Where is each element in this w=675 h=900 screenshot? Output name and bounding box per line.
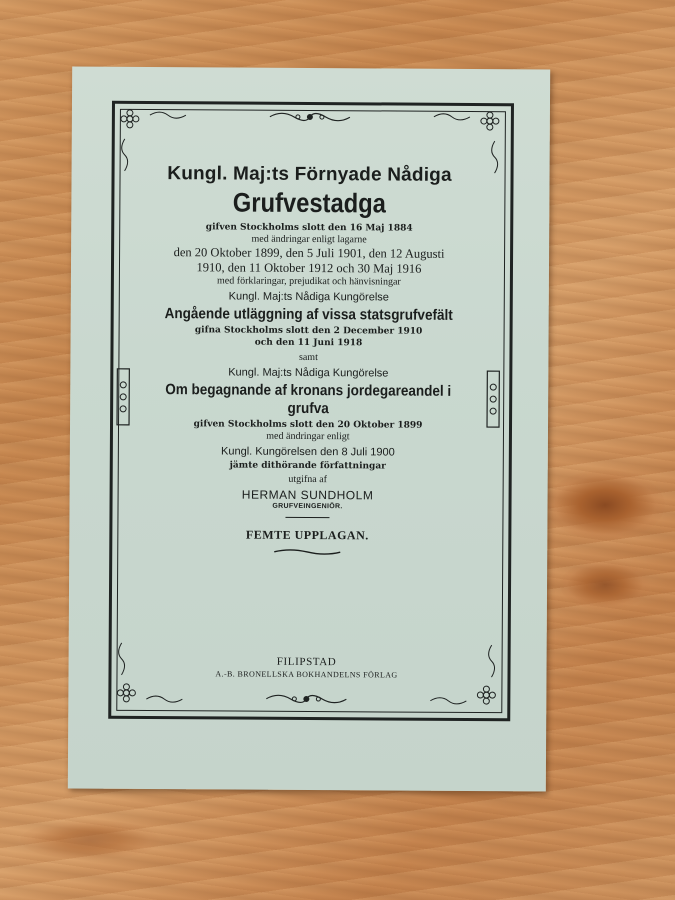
flower-corner-ornament-bottom-left — [112, 679, 140, 707]
vine-side-ornament — [144, 693, 184, 705]
given-line: gifven Stockholms slott den 16 Maj 1884 — [205, 222, 413, 234]
flower-corner-ornament-top-left — [116, 105, 144, 133]
heading-2: Om begagnande af kronans jordegareandel i grufva — [165, 381, 452, 418]
amend-dates-2: 1910, den 11 Oktober 1912 och 30 Maj 1916 — [196, 260, 422, 276]
given-3: gifven Stockholms slott den 20 Oktober 1899 — [193, 419, 423, 431]
wood-knot — [545, 470, 665, 540]
samt-line: samt — [298, 351, 318, 364]
divider-rule — [285, 517, 329, 518]
amend-dates-1: den 20 Oktober 1899, den 5 Juli 1901, den 12 Augusti — [173, 245, 445, 261]
imprint-block — [124, 655, 488, 681]
kungorelse-2: Kungl. Maj:ts Nådiga Kungörelse — [228, 366, 389, 380]
vine-side-ornament — [432, 111, 472, 123]
wood-knot — [20, 820, 160, 860]
vine-side-ornament — [428, 695, 468, 707]
author-name: HERMAN SUNDHOLM — [241, 487, 374, 503]
imprint-publisher: A.-B. BRONELLSKA BOKHANDELNS FÖRLAG — [215, 669, 398, 680]
title-block — [125, 163, 491, 557]
heading-1: Angående utläggning af vissa statsgrufvefält — [164, 305, 453, 324]
imprint-place: FILIPSTAD — [276, 655, 337, 669]
flower-corner-ornament-bottom-right — [472, 681, 500, 709]
swash-rule — [272, 548, 342, 556]
wood-knot — [560, 560, 650, 610]
vine-side-ornament — [148, 109, 188, 121]
title-line-1: Kungl. Maj:ts Förnyade Nådiga — [167, 163, 452, 186]
given-2b: och den 11 Juni 1918 — [254, 337, 363, 349]
main-title: Grufvestadga — [232, 187, 387, 219]
edition-label: FEMTE UPPLAGAN. — [245, 527, 369, 543]
published-by: utgifna af — [288, 473, 328, 486]
flower-corner-ornament-top-right — [476, 107, 504, 135]
explanations-line: med förklaringar, prejudikat och hänvisningar — [217, 275, 401, 288]
related-line: jämte dithörande författningar — [229, 460, 386, 472]
amend-intro-2: med ändringar enligt — [266, 430, 350, 443]
floral-center-ornament-bottom — [264, 692, 348, 707]
kungorelse-3: Kungl. Kungörelsen den 8 Juli 1900 — [220, 445, 395, 459]
kungorelse-1: Kungl. Maj:ts Nådiga Kungörelse — [228, 290, 389, 304]
author-title: GRUFVEINGENIÖR. — [272, 502, 343, 511]
floral-center-ornament-top — [268, 110, 352, 125]
given-2a: gifna Stockholms slott den 2 December 1910 — [194, 325, 423, 337]
booklet-cover — [68, 67, 550, 792]
amend-intro: med ändringar enligt lagarne — [251, 233, 367, 246]
